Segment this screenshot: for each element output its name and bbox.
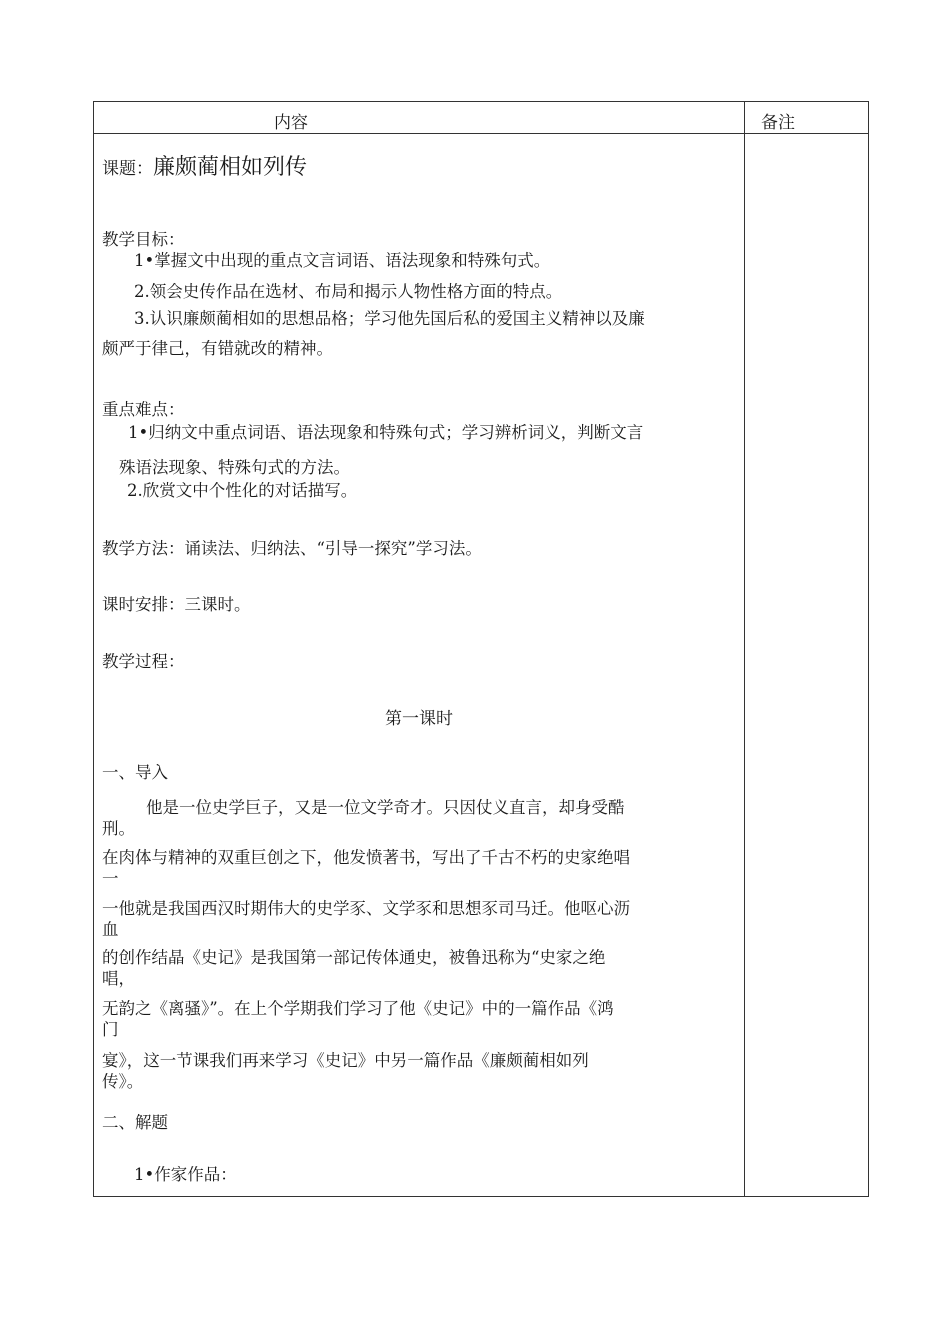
- intro-line: 一: [102, 869, 119, 888]
- key-point-item: 1•归纳文中重点词语、语法现象和特殊句式；学习辨析词义，判断文言: [128, 423, 644, 442]
- intro-line: 的创作结晶《史记》是我国第一部记传体通史，被鲁迅称为“史家之绝: [102, 948, 606, 967]
- section-heading: 二、解题: [102, 1113, 168, 1132]
- process-heading: 教学过程：: [102, 652, 185, 671]
- objective-item: 1•掌握文中出现的重点文言词语、语法现象和特殊句式。: [134, 251, 551, 270]
- intro-line: 传》。: [102, 1072, 144, 1091]
- class-schedule: 课时安排：三课时。: [102, 595, 251, 614]
- intro-line: 一他就是我国西汉时期伟大的史学豕、文学豕和思想豕司马迁。他呕心沥: [102, 899, 630, 918]
- topic-label: 课题：: [102, 159, 153, 179]
- objective-item: 3.认识廉颇蔺相如的思想品格；学习他先国后私的爱国主义精神以及廉: [134, 309, 645, 328]
- lesson-plan-table: [93, 101, 869, 1197]
- intro-line: 无韵之《离骚》”。在上个学期我们学习了他《史记》中的一篇作品《鸿: [102, 999, 614, 1018]
- intro-line: 在肉体与精神的双重巨创之下，他发愤著书，写出了千古不朽的史家绝唱: [102, 848, 630, 867]
- intro-line: 他是一位史学巨子，又是一位文学奇才。只因仗义直言，却身受酷: [146, 798, 625, 817]
- key-point-item-continued: 殊语法现象、特殊句式的方法。: [119, 458, 350, 477]
- column-divider: [744, 102, 745, 1196]
- section-heading: 一、导入: [102, 763, 168, 782]
- intro-line: 唱，: [102, 969, 135, 988]
- key-point-item: 2.欣赏文中个性化的对话描写。: [127, 481, 358, 500]
- intro-line: 宴》，这一节课我们再来学习《史记》中另一篇作品《廉颇蔺相如列: [102, 1051, 589, 1070]
- content-column-header: 内容: [274, 113, 308, 133]
- lesson-title: 第一课时: [385, 709, 453, 729]
- lesson-topic: [102, 157, 307, 180]
- section-item: 1•作家作品：: [134, 1165, 237, 1184]
- objective-item-continued: 颇严于律己，有错就改的精神。: [102, 339, 333, 358]
- topic-name: 廉颇蔺相如列传: [153, 155, 308, 180]
- intro-line: 血: [102, 920, 119, 939]
- key-points-heading: 重点难点：: [102, 400, 185, 419]
- notes-column-header: 备注: [761, 113, 795, 133]
- objective-item: 2.领会史传作品在选材、布局和揭示人物性格方面的特点。: [134, 282, 563, 301]
- header-divider: [94, 133, 868, 134]
- intro-line: 刑。: [102, 819, 135, 838]
- teaching-method: 教学方法：诵读法、归纳法、“引导一探究”学习法。: [102, 539, 482, 558]
- intro-line: 门: [102, 1020, 119, 1039]
- objectives-heading: 教学目标：: [102, 230, 185, 249]
